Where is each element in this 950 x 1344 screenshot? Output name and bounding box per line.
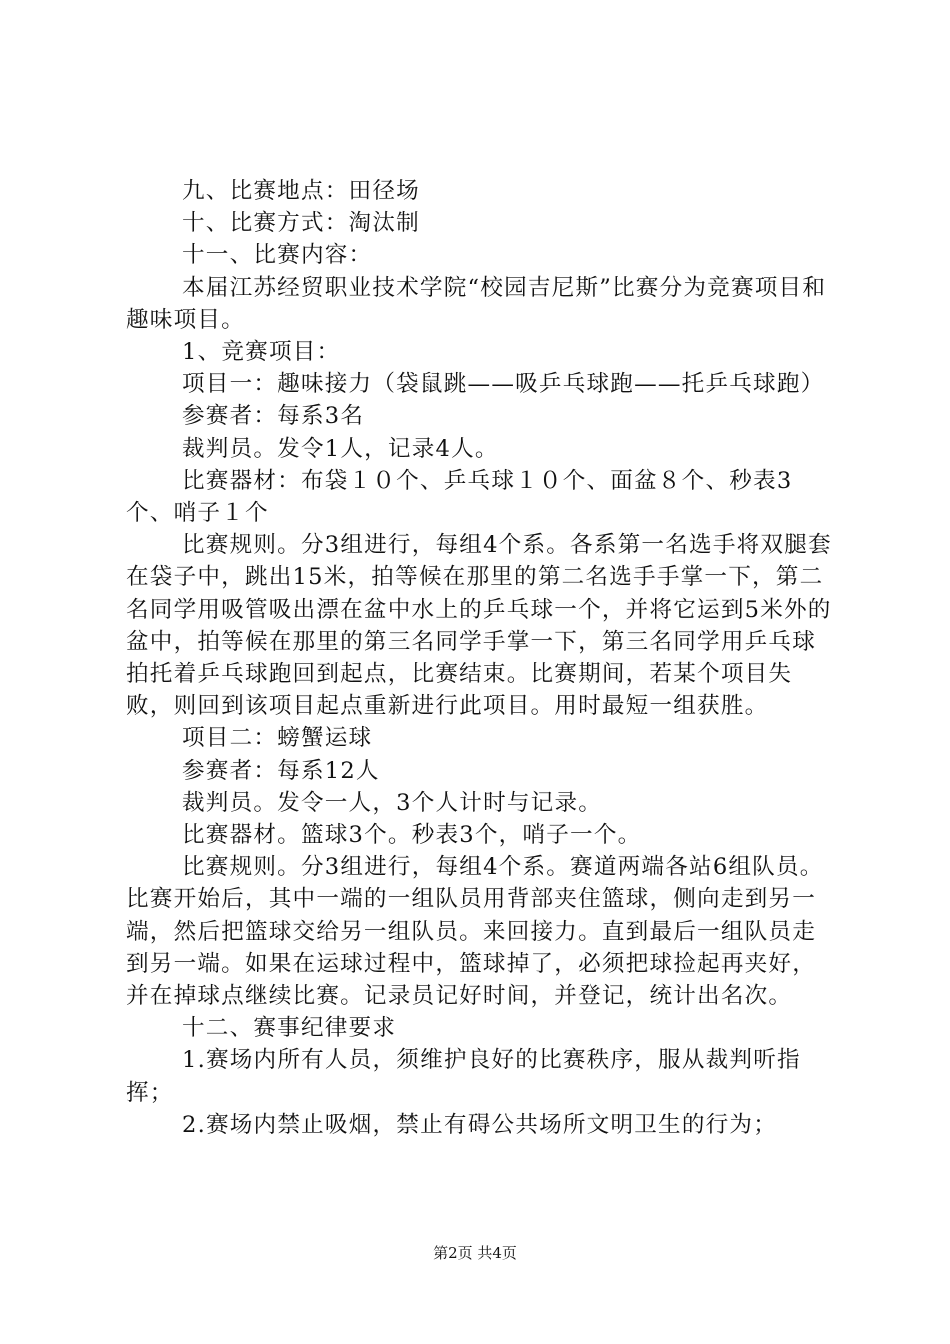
paragraph-event-one-participants: 参赛者：每系3名 (182, 403, 365, 430)
document-body (126, 175, 834, 1141)
paragraph-event-one-referees: 裁判员。发令1人，记录4人。 (182, 435, 499, 462)
paragraph-event-one-rules: 比赛规则。分3组进行，每组4个系。各系第一名选手将双腿套在袋子中，跳出15米，拍等候在那里的第二名选手手掌一下，第二名同学用吸管吸出漂在盆中水上的乒乓球一个，并将它运到5米外的盆中，拍等候在那里的第三名同学手掌一下，第三名同学用乒乓球拍托着乒乓球跑回到起点，比赛结束。比赛期间，若某个项目失败，则回到该项目起点重新进行此项目。用时最短一组获胜。 (126, 532, 832, 720)
paragraph-discipline-rule-2: 2.赛场内禁止吸烟，禁止有碍公共场所文明卫生的行为； (182, 1111, 778, 1138)
paragraph-event-two-equipment: 比赛器材。篮球3个。秒表3个，哨子一个。 (182, 822, 642, 849)
page-footer: 第2页 共4页 (433, 1244, 517, 1262)
paragraph-event-two-title: 项目二：螃蟹运球 (182, 725, 373, 752)
paragraph-event-one-equipment: 比赛器材：布袋１０个、乒乓球１０个、面盆８个、秒表3个、哨子１个 (126, 467, 793, 527)
paragraph-event-two-referees: 裁判员。发令一人，3个人计时与记录。 (182, 789, 603, 816)
paragraph-event-one-title: 项目一：趣味接力（袋鼠跳——吸乒乓球跑——托乒乓球跑） (182, 371, 825, 398)
paragraph-discipline-heading: 十二、赛事纪律要求 (182, 1015, 397, 1042)
paragraph-content-intro: 本届江苏经贸职业技术学院“校园吉尼斯”比赛分为竞赛项目和趣味项目。 (126, 274, 827, 333)
paragraph-event-two-participants: 参赛者：每系12人 (182, 757, 380, 784)
paragraph-discipline-rule-1: 1.赛场内所有人员，须维护良好的比赛秩序，服从裁判听指挥； (126, 1047, 801, 1106)
paragraph-content-heading: 十一、比赛内容： (182, 242, 373, 269)
paragraph-event-two-rules: 比赛规则。分3组进行，每组4个系。赛道两端各站6组队员。比赛开始后，其中一端的一组队员用背部夹住篮球，侧向走到另一端，然后把篮球交给另一组队员。来回接力。直到最后一组队员走到另一端。如果在运球过程中，篮球掉了，必须把球捡起再夹好，并在掉球点继续比赛。记录员记好时间，并登记，统计出名次。 (126, 854, 824, 1010)
paragraph-venue: 九、比赛地点：田径场 (182, 178, 420, 204)
paragraph-format: 十、比赛方式：淘汰制 (182, 210, 420, 237)
paragraph-competition-heading: 1、竞赛项目： (182, 339, 341, 366)
